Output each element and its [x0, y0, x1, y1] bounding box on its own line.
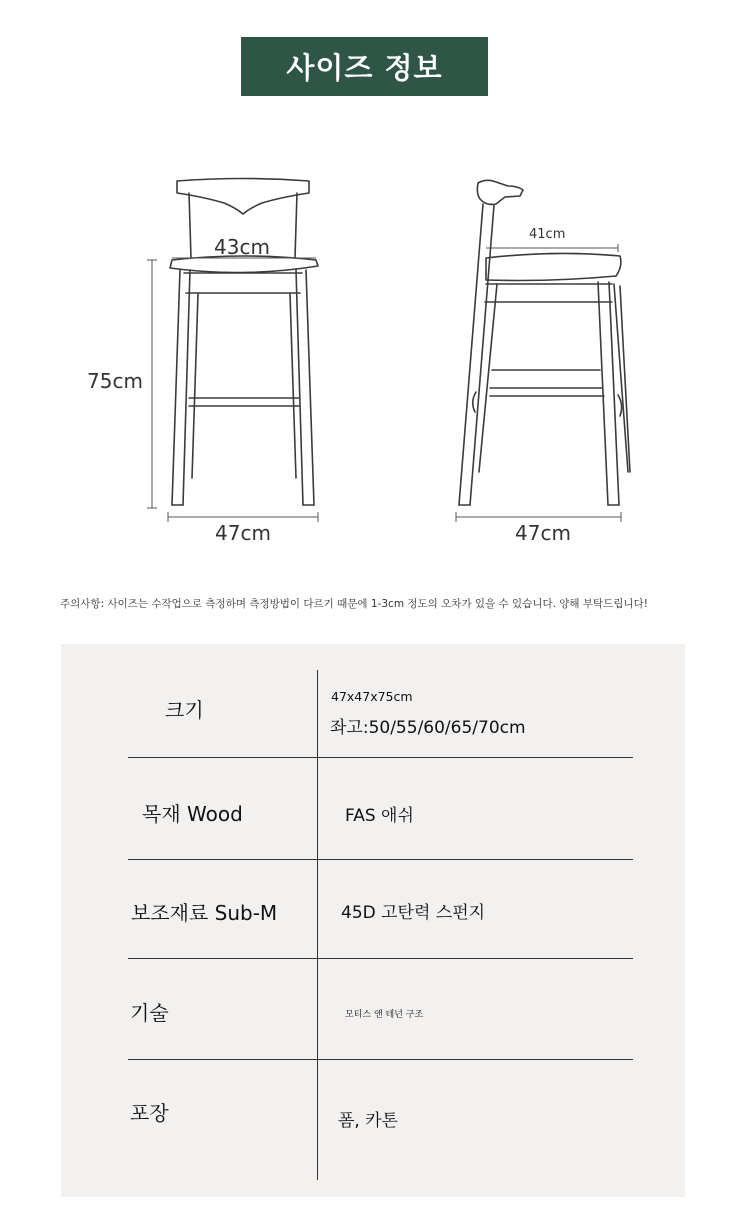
side-seat-depth-label: 41cm [529, 227, 566, 242]
spec-table-divider [128, 1059, 633, 1060]
chair-dimension-diagram [0, 0, 750, 560]
measurement-notice: 주의사항: 사이즈는 수작업으로 측정하며 측정방법이 다르기 때문에 1-3cm 정도의 오차가 있을 수 있습니다. 양해 부탁드립니다! [60, 598, 648, 610]
spec-table-divider [128, 958, 633, 959]
dimension-line-front-height [147, 260, 157, 508]
spec-table-divider-vertical [317, 670, 318, 1180]
front-seat-width-label: 43cm [214, 235, 270, 259]
spec-value-wood: FAS 애쉬 [345, 806, 414, 826]
front-height-label: 75cm [87, 369, 143, 393]
spec-label-wood: 목재 Wood [142, 802, 243, 826]
spec-label-size: 크기 [165, 698, 204, 722]
spec-table-divider [128, 757, 633, 758]
dimension-line-side-seat-depth [486, 244, 618, 252]
spec-label-packaging: 포장 [130, 1101, 169, 1125]
chair-front-view [170, 179, 318, 506]
spec-table-divider [128, 859, 633, 860]
spec-value-sub-material: 45D 고탄력 스펀지 [341, 903, 486, 923]
side-base-depth-label: 47cm [515, 521, 571, 545]
spec-value-packaging: 폼, 카톤 [338, 1111, 399, 1131]
spec-label-sub-material: 보조재료 Sub-M [131, 901, 278, 925]
spec-value-size: 47x47x75cm [331, 689, 413, 704]
spec-value-technique: 모티스 앤 테넌 구조 [345, 1010, 424, 1020]
front-base-width-label: 47cm [215, 521, 271, 545]
spec-value-seat-height: 좌고:50/55/60/65/70cm [330, 718, 526, 738]
spec-label-technique: 기술 [130, 1001, 169, 1025]
section-title: 사이즈 정보 [286, 51, 443, 85]
